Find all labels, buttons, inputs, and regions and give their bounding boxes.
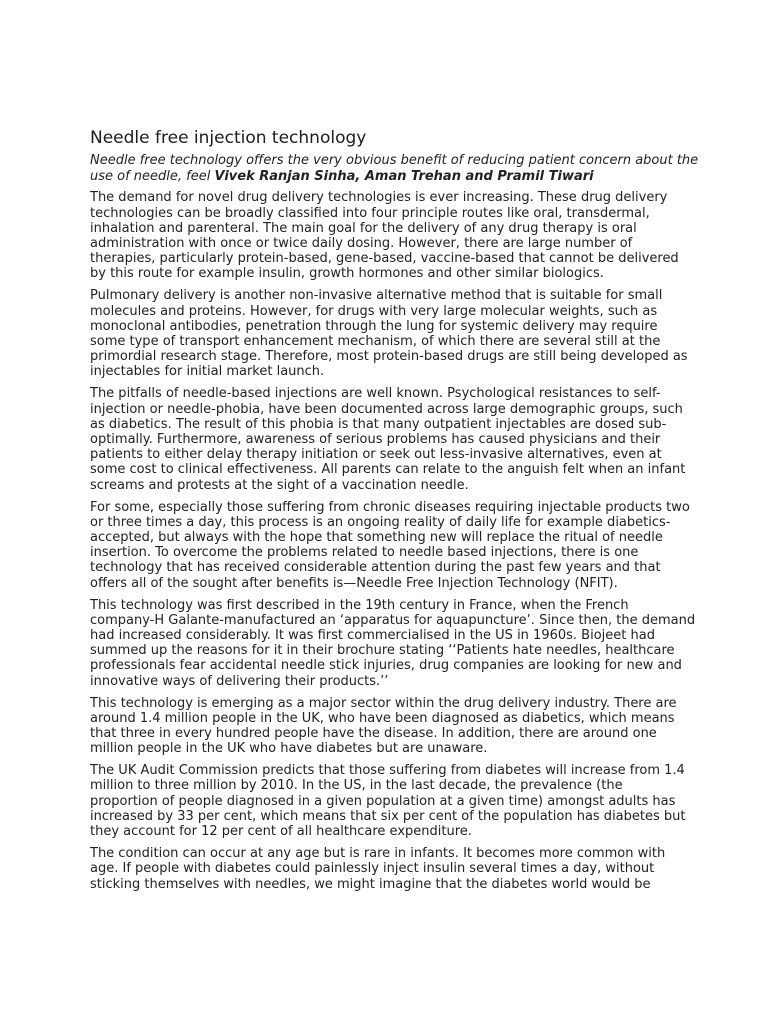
paragraph-line: accepted, but always with the hope that something new will replace the ritual of needle — [90, 530, 663, 546]
standfirst — [90, 153, 730, 185]
paragraph-line: million to three million by 2010. In the US, in the last decade, the prevalence (the — [90, 778, 623, 794]
paragraph-line: administration with once or twice daily dosing. However, there are large number of — [90, 236, 633, 251]
paragraph-line: age. If people with diabetes could painlessly inject insulin several times a day, without — [90, 861, 655, 877]
paragraph-line: some cost to clinical effectiveness. All parents can relate to the anguish felt when an infant — [90, 462, 686, 478]
author-byline: Vivek Ranjan Sinha, Aman Trehan and Pramil Tiwari — [214, 169, 594, 184]
paragraph-line: inhalation and parenteral. The main goal for the delivery of any drug therapy is oral — [90, 220, 637, 236]
paragraph-line: optimally. Furthermore, awareness of serious problems has caused physicians and their — [90, 432, 661, 448]
standfirst-line: Needle free technology offers the very obvious benefit of reducing patient concern about the — [90, 153, 699, 168]
paragraph-line: offers all of the sought after benefits is—Needle Free Injection Technology (NFIT). — [90, 575, 618, 591]
paragraph-2 — [90, 288, 730, 379]
paragraph-line: For some, especially those suffering from chronic diseases requiring injectable products two — [90, 499, 690, 515]
article-title: Needle free injection technology — [90, 128, 367, 148]
paragraph-line: insertion. To overcome the problems related to needle based injections, there is one — [90, 545, 639, 561]
paragraph-line: summed up the reasons for it in their brochure stating ‘‘Patients hate needles, healthcare — [90, 643, 675, 659]
paragraph-line: around 1.4 million people in the UK, who have been diagnosed as diabetics, which means — [90, 710, 675, 726]
paragraph-line: or three times a day, this process is an ongoing reality of daily life for example diabetics- — [90, 514, 671, 530]
paragraph-line: million people in the UK who have diabetes but are unaware. — [90, 741, 488, 757]
paragraph-8 — [90, 846, 730, 892]
paragraph-line: some type of transport enhancement mechanism, of which there are several still at the — [90, 334, 661, 350]
paragraph-line: as diabetics. The result of this phobia is that many outpatient injectables are dosed sub- — [90, 416, 667, 432]
paragraph-line: proportion of people diagnosed in a given population at a given time) amongst adults has — [90, 793, 676, 809]
paragraph-line: by this route for example insulin, growth hormones and other similar biologics. — [90, 266, 604, 282]
paragraph-line: Pulmonary delivery is another non-invasive alternative method that is suitable for small — [90, 288, 663, 304]
paragraph-line: had increased considerably. It was first commercialised in the US in 1960s. Biojeet had — [90, 628, 655, 644]
paragraph-line: professionals fear accidental needle stick injuries, drug companies are looking for new and — [90, 658, 682, 674]
paragraph-5 — [90, 598, 730, 689]
paragraph-line: This technology was first described in the 19th century in France, when the French — [90, 597, 629, 613]
paragraph-line: injection or needle-phobia, have been documented across large demographic groups, such — [90, 401, 683, 417]
paragraph-line: screams and protests at the sight of a vaccination needle. — [90, 477, 469, 493]
article — [90, 127, 730, 892]
paragraph-3 — [90, 386, 730, 492]
paragraph-line: innovative ways of delivering their products.’’ — [90, 673, 389, 689]
paragraph-line: therapies, particularly protein-based, gene-based, vaccine-based that cannot be delivered — [90, 251, 679, 267]
paragraph-line: sticking themselves with needles, we might imagine that the diabetes world would be — [90, 876, 651, 892]
paragraph-6 — [90, 696, 730, 757]
paragraph-line: monoclonal antibodies, penetration through the lung for systemic delivery may require — [90, 318, 658, 334]
paragraph-line: The demand for novel drug delivery technologies is ever increasing. These drug delivery — [90, 190, 668, 206]
paragraph-4 — [90, 500, 730, 591]
paragraph-line: increased by 33 per cent, which means that six per cent of the population has diabetes but — [90, 808, 686, 824]
paragraph-line: that three in every hundred people have the disease. In addition, there are around one — [90, 726, 657, 742]
paragraph-line: molecules and proteins. However, for drugs with very large molecular weights, such as — [90, 303, 658, 319]
paragraph-line: patients to either delay therapy initiation or seek out less-invasive alternatives, even at — [90, 447, 662, 463]
paragraph-line: technologies can be broadly classified into four principle routes like oral, transdermal, — [90, 205, 650, 221]
paragraph-line: technology that has received considerable attention during the past few years and that — [90, 560, 661, 576]
paragraph-7 — [90, 763, 730, 839]
paragraph-line: they account for 12 per cent of all healthcare expenditure. — [90, 824, 472, 840]
standfirst-text: use of needle, feel — [90, 169, 215, 184]
paragraph-line: company-H Galante-manufactured an ‘apparatus for aquapuncture’. Since then, the demand — [90, 612, 696, 628]
paragraph-line: primordial research stage. Therefore, most protein-based drugs are still being developed as — [90, 349, 688, 365]
standfirst-line — [90, 169, 730, 185]
paragraph-line: The UK Audit Commission predicts that those suffering from diabetes will increase from 1.4 — [90, 763, 685, 779]
paragraph-1 — [90, 190, 730, 281]
paragraph-line: The condition can occur at any age but is rare in infants. It becomes more common with — [90, 846, 666, 862]
paragraph-line: injectables for initial market launch. — [90, 364, 325, 380]
paragraph-line: The pitfalls of needle-based injections are well known. Psychological resistances to self- — [90, 386, 661, 402]
paragraph-line: This technology is emerging as a major sector within the drug delivery industry. There are — [90, 695, 677, 711]
